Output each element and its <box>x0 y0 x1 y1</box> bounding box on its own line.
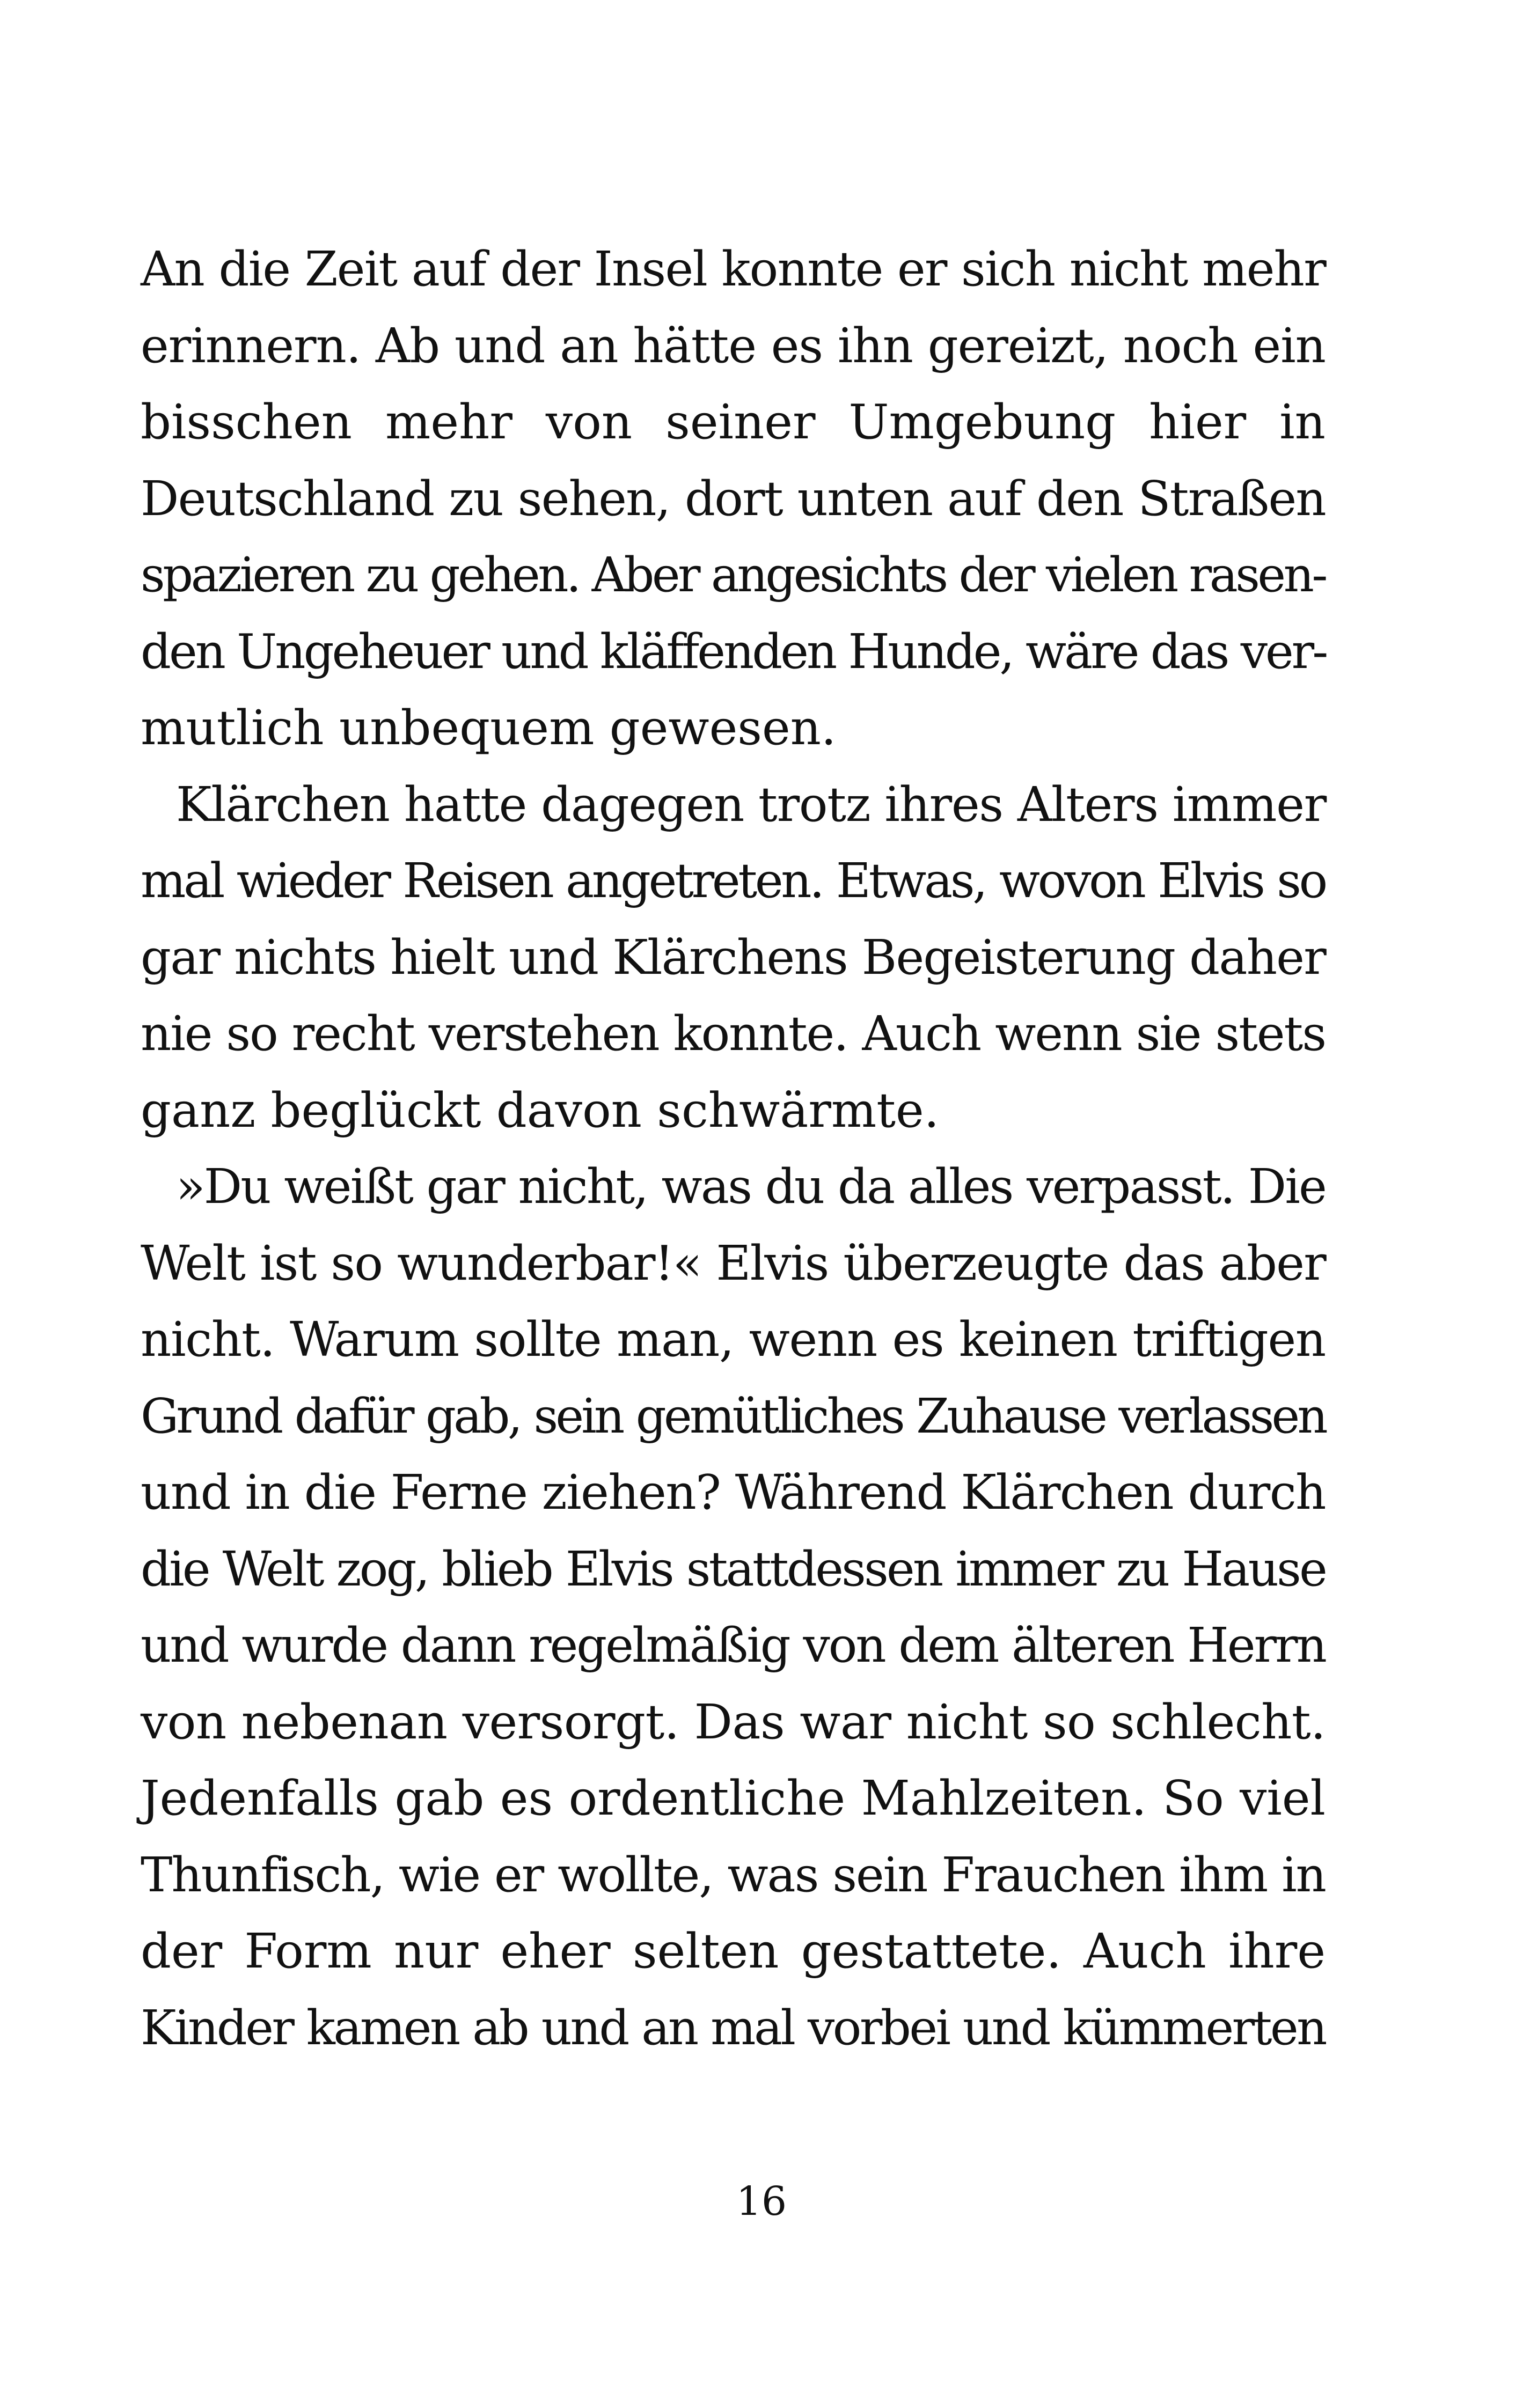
text-line: mal wieder Reisen angetreten. Etwas, wovon Elvis so <box>141 853 1326 908</box>
text-line: Grund dafür gab, sein gemütliches Zuhause verlassen <box>141 1387 1326 1444</box>
page-number: 16 <box>736 2178 787 2225</box>
text-line: bisschen mehr von seiner Umgebung hier in <box>141 394 1326 450</box>
body-text <box>141 231 1326 2066</box>
text-line: von nebenan versorgt. Das war nicht so schlecht. <box>141 1693 1326 1750</box>
text-line: nicht. Warum sollte man, wenn es keinen triftigen <box>141 1311 1326 1367</box>
text-line: Kinder kamen ab und an mal vorbei und kümmerten <box>141 1999 1326 2055</box>
text-line: Jedenfalls gab es ordentliche Mahlzeiten. So viel <box>141 1770 1326 1826</box>
text-line: Klärchen hatte dagegen trotz ihres Alters immer <box>176 776 1327 832</box>
text-line: Deutschland zu sehen, dort unten auf den Straßen <box>141 470 1326 526</box>
text-line: den Ungeheuer und kläffenden Hunde, wäre das ver- <box>141 623 1327 679</box>
text-line: Thunfisch, wie er wollte, was sein Frauchen ihm in <box>141 1846 1326 1903</box>
text-line: nie so recht verstehen konnte. Auch wenn sie stets <box>141 1005 1326 1061</box>
text-line: Welt ist so wunderbar!« Elvis überzeugte das aber <box>141 1235 1326 1291</box>
text-line: gar nichts hielt und Klärchens Begeisterung daher <box>141 929 1326 985</box>
text-line: die Welt zog, blieb Elvis stattdessen immer zu Hause <box>141 1540 1326 1597</box>
text-line: spazieren zu gehen. Aber angesichts der vielen rasen- <box>141 547 1326 603</box>
text-line: An die Zeit auf der Insel konnte er sich nicht mehr <box>141 241 1326 297</box>
text-line: »Du weißt gar nicht, was du da alles verpasst. Die <box>176 1158 1326 1214</box>
text-line: erinnern. Ab und an hätte es ihn gereizt, noch ein <box>141 317 1326 373</box>
text-line: mutlich unbequem gewesen. <box>141 700 837 755</box>
text-line: der Form nur eher selten gestattete. Auch ihre <box>141 1923 1326 1979</box>
text-line: und wurde dann regelmäßig von dem älteren Herrn <box>141 1617 1326 1673</box>
text-line: und in die Ferne ziehen? Während Klärchen durch <box>141 1464 1326 1520</box>
text-line: ganz beglückt davon schwärmte. <box>141 1082 940 1138</box>
